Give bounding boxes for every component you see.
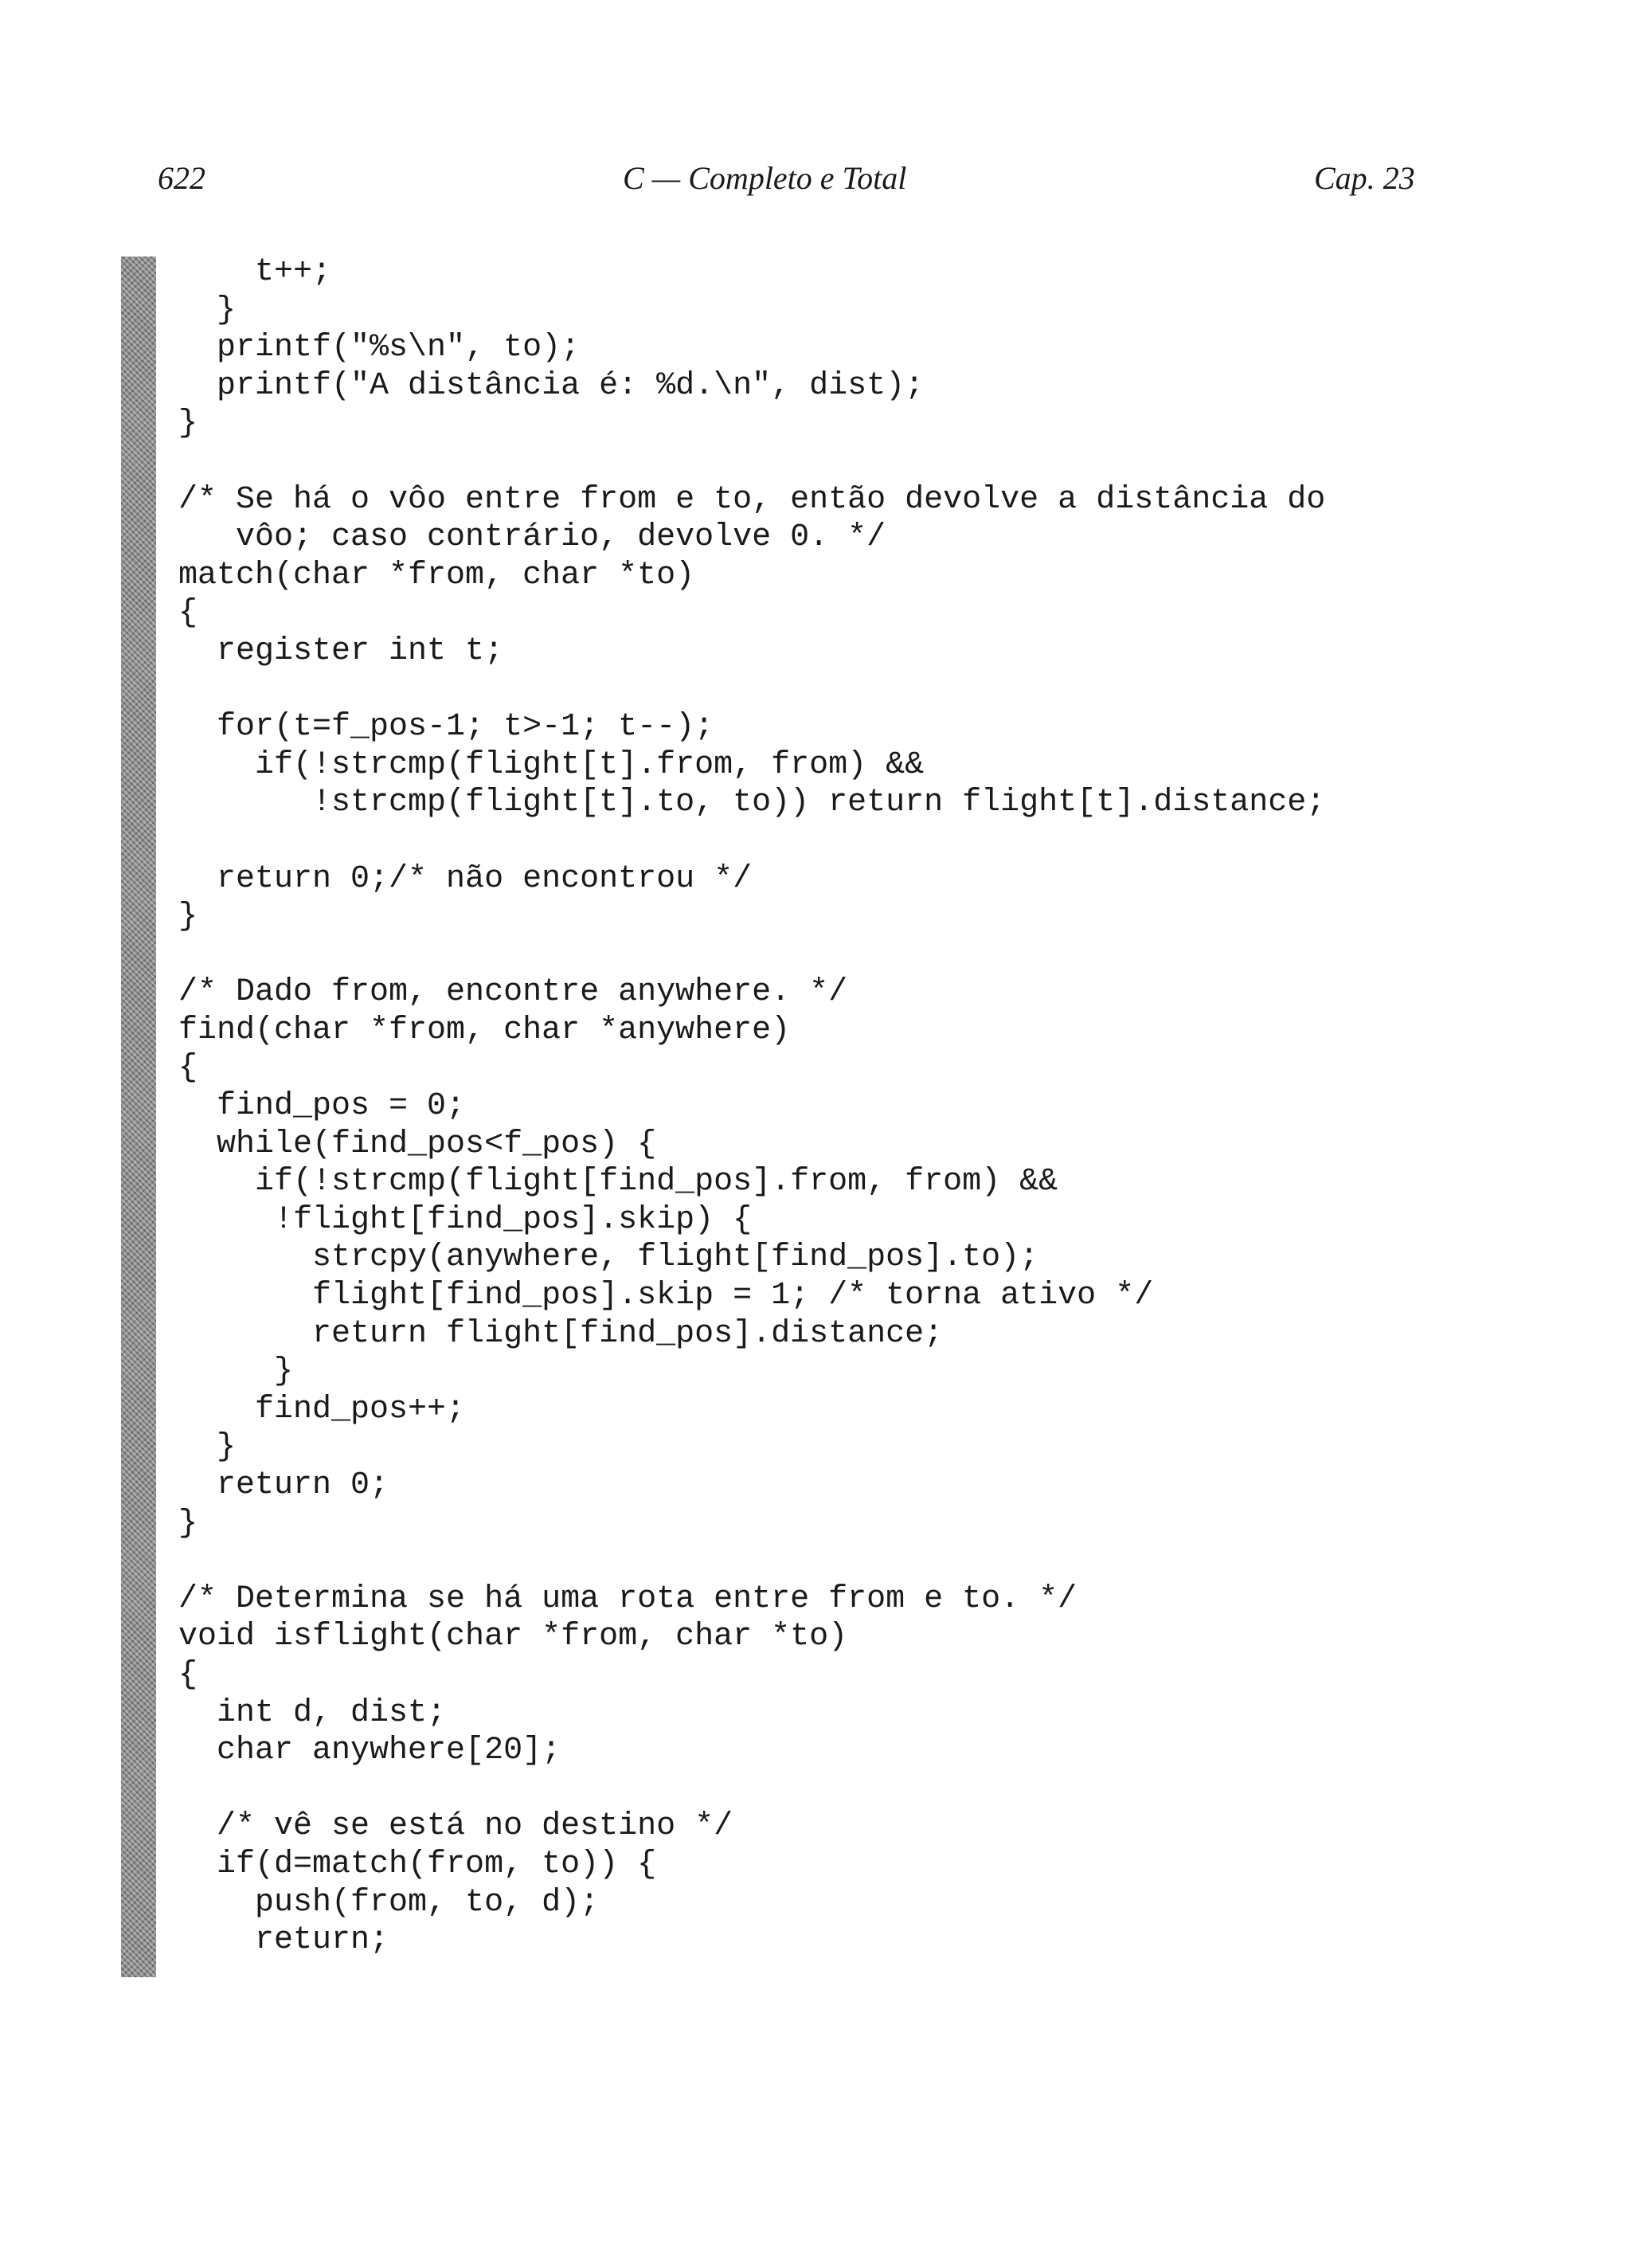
page-header — [0, 159, 1631, 207]
margin-thumb-bar — [121, 257, 156, 1977]
code-line: push(from, to, d); — [178, 1884, 600, 1921]
code-line: t++; — [178, 254, 332, 290]
code-line: } — [178, 899, 198, 935]
code-line: printf("%s\n", to); — [178, 330, 581, 366]
code-listing — [178, 253, 1421, 1960]
code-line: { — [178, 1050, 198, 1087]
code-line: printf("A distância é: %d.\n", dist); — [178, 367, 925, 404]
code-line — [178, 443, 1421, 481]
code-line — [178, 1770, 1421, 1808]
code-line — [178, 822, 1421, 860]
code-line: find_pos = 0; — [178, 1088, 466, 1125]
code-line: register int t; — [178, 633, 504, 669]
code-line: return 0; — [178, 1467, 389, 1503]
code-line — [178, 936, 1421, 974]
code-line: { — [178, 595, 198, 632]
code-line: if(!strcmp(flight[t].from, from) && — [178, 746, 925, 783]
code-line: return flight[find_pos].distance; — [178, 1315, 944, 1352]
code-line: strcpy(anywhere, flight[find_pos].to); — [178, 1240, 1039, 1276]
running-title: C — Completo e Total — [623, 160, 907, 196]
code-line: } — [178, 1505, 198, 1541]
code-line — [178, 1542, 1421, 1581]
chapter-label: Cap. 23 — [1314, 160, 1415, 196]
code-line: void isflight(char *from, char *to) — [178, 1619, 848, 1655]
code-line: char anywhere[20]; — [178, 1733, 561, 1769]
code-line: if(!strcmp(flight[find_pos].from, from) && — [178, 1164, 1058, 1201]
code-line: !strcmp(flight[t].to, to)) return flight[t].distance; — [178, 785, 1326, 821]
code-line: /* Dado from, encontre anywhere. */ — [178, 974, 848, 1011]
code-line: find(char *from, char *anywhere) — [178, 1012, 791, 1048]
code-line: flight[find_pos].skip = 1; /* torna ativo */ — [178, 1278, 1154, 1314]
code-line: } — [178, 1353, 294, 1390]
code-line: match(char *from, char *to) — [178, 557, 695, 593]
code-line — [178, 671, 1421, 709]
code-line: { — [178, 1656, 198, 1693]
code-line: return; — [178, 1922, 389, 1959]
code-line: } — [178, 292, 237, 328]
code-line: } — [178, 405, 198, 442]
code-line: } — [178, 1429, 237, 1466]
code-line: for(t=f_pos-1; t>-1; t--); — [178, 709, 714, 746]
code-line: /* vê se está no destino */ — [178, 1808, 733, 1845]
code-line: find_pos++; — [178, 1391, 466, 1428]
code-line: if(d=match(from, to)) { — [178, 1846, 657, 1882]
page-number: 622 — [158, 160, 205, 196]
code-line: !flight[find_pos].skip) { — [178, 1201, 753, 1238]
code-line: return 0;/* não encontrou */ — [178, 860, 753, 897]
code-line: int d, dist; — [178, 1694, 447, 1731]
code-line: vôo; caso contrário, devolve 0. */ — [178, 519, 886, 556]
code-line: /* Se há o vôo entre from e to, então devolve a distância do — [178, 481, 1326, 518]
code-line: while(find_pos<f_pos) { — [178, 1126, 657, 1162]
code-line: /* Determina se há uma rota entre from e to. */ — [178, 1581, 1078, 1617]
